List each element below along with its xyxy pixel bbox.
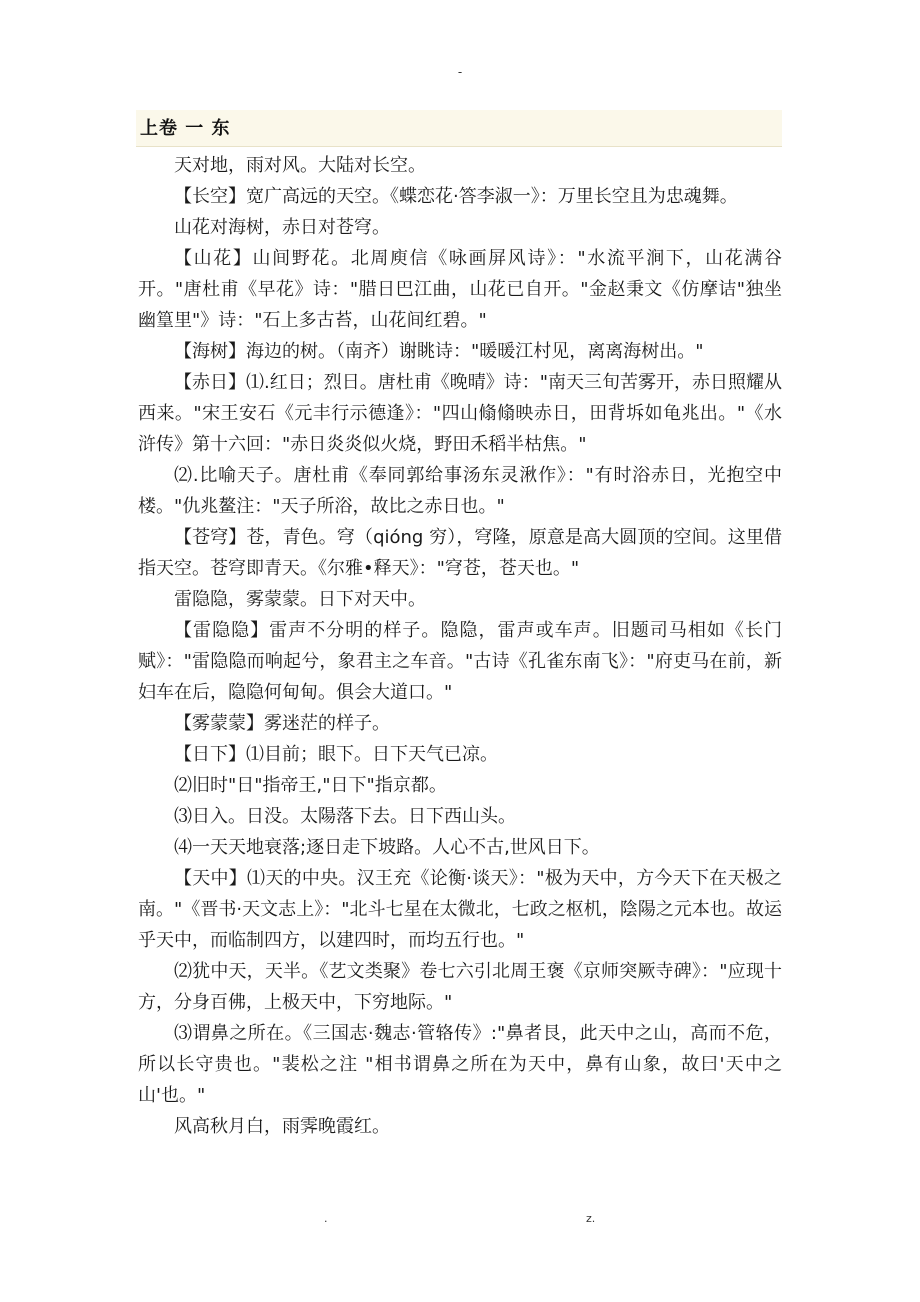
paragraph: ⑶谓鼻之所在。《三国志·魏志·管辂传》:"鼻者艮，此天中之山，高而不危，所以长守贵也。"裴松之注 "相书谓鼻之所在为天中，鼻有山象，故曰'天中之山'也。" [138, 1023, 782, 1106]
page-footer-right: z. [586, 1212, 596, 1225]
page-header-mark: - [457, 65, 463, 79]
section-heading-bar [136, 110, 782, 147]
paragraph: ⑷一天天地衰落;逐日走下坡路。人心不古,世风日下。 [174, 837, 600, 858]
page-footer-left: . [324, 1212, 328, 1225]
paragraph: ⑵犹中天，天半。《艺文类聚》卷七六引北周王褒《京师突厥寺碑》："应现十方，分身百佛，上极天中，下穷地际。" [138, 961, 782, 1013]
section-title: 上卷 一 东 [140, 118, 231, 139]
paragraph: 雷隐隐，雾蒙蒙。日下对天中。 [174, 589, 426, 610]
paragraph: ⑶日入。日没。太陽落下去。日下西山头。 [174, 806, 516, 827]
paragraph: 天对地，雨对风。大陆对长空。 [174, 155, 426, 176]
paragraph: 【雷隐隐】雷声不分明的样子。隐隐，雷声或车声。旧题司马相如《长门赋》："雷隐隐而响起兮，象君主之车音。"古诗《孔雀东南飞》："府吏马在前，新妇车在后，隐隐何甸甸。俱会大道口。" [138, 620, 782, 703]
paragraph: 【长空】宽广高远的天空。《蝶恋花·答李淑一》：万里长空且为忠魂舞。 [174, 186, 738, 207]
paragraph: 【海树】海边的树。（南齐）谢眺诗："暖暖江村见，离离海树出。" [174, 341, 704, 362]
paragraph: 山花对海树，赤日对苍穹。 [174, 217, 390, 238]
paragraph: 【苍穹】苍，青色。穹（qióng 穷），穹隆，原意是高大圆顶的空间。这里借指天空。苍穹即青天。《尔雅•释天》："穹苍，苍天也。" [138, 527, 782, 579]
paragraph: 风高秋月白，雨霁晚霞红。 [174, 1116, 390, 1137]
paragraph: ⑵.比喻天子。唐杜甫《奉同郭给事汤东灵湫作》："有时浴赤日，光抱空中楼。"仇兆鳌注："天子所浴，故比之赤日也。" [138, 465, 782, 517]
paragraph: 【赤日】⑴.红日；烈日。唐杜甫《晚晴》诗："南天三旬苦雾开，赤日照耀从西来。"宋王安石《元丰行示德逢》："四山翛翛映赤日，田背坼如龟兆出。"《水浒传》第十六回："赤日炎炎似火烧，野田禾稻半枯焦。" [138, 372, 782, 455]
paragraph: ⑵旧时"日"指帝王,"日下"指京都。 [174, 775, 447, 796]
paragraph: 【山花】山间野花。北周庾信《咏画屏风诗》："水流平涧下，山花满谷开。"唐杜甫《早花》诗："腊日巴江曲，山花已自开。"金赵秉文《仿摩诘"独坐幽篁里"》诗："石上多古苔，山花间红碧。" [138, 248, 782, 331]
document-body [138, 150, 782, 1142]
paragraph: 【日下】⑴目前；眼下。日下天气已凉。 [174, 744, 498, 765]
paragraph: 【雾蒙蒙】雾迷茫的样子。 [174, 713, 390, 734]
paragraph: 【天中】⑴天的中央。汉王充《论衡·谈天》："极为天中，方今天下在天极之南。"《晋书·天文志上》："北斗七星在太微北，七政之枢机，陰陽之元本也。故运乎天中，而临制四方，以建四时，而均五行也。" [138, 868, 782, 951]
